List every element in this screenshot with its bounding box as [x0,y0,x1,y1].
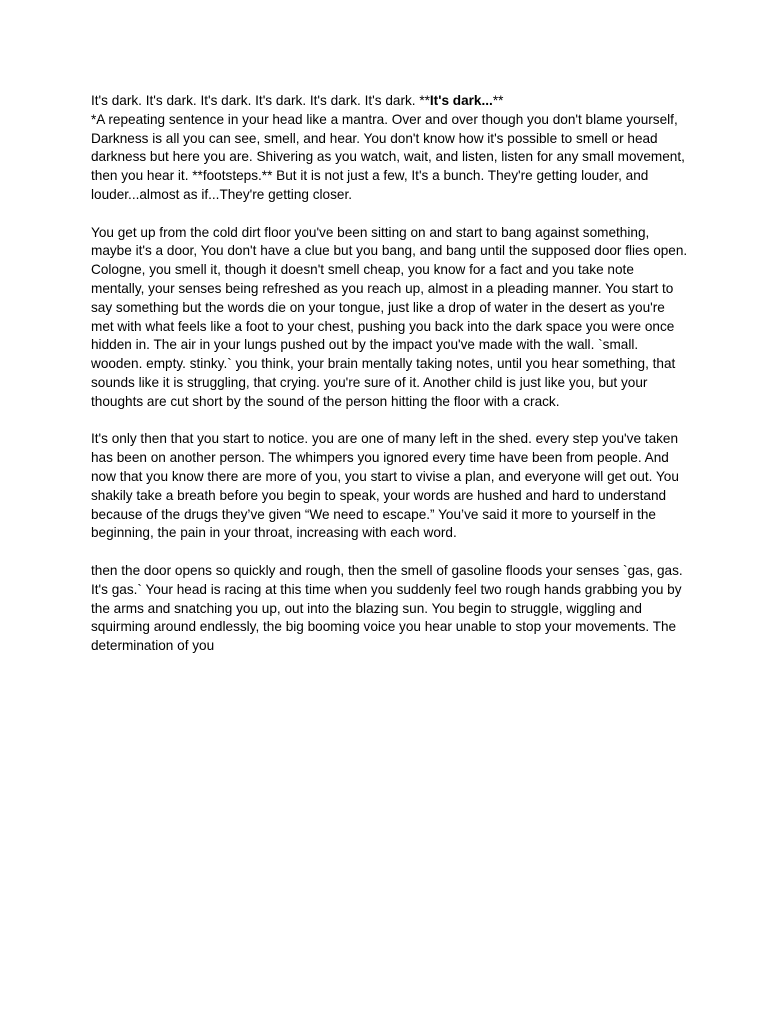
paragraph-1 [91,92,691,205]
paragraph-1-body-text: *A repeating sentence in your head like a mantra. Over and over though you don't blame yourself, Darkness is all you can see, smell, and hear. You don't know how it's possible to smell or head darkness but here you are. Shivering as you watch, wait, and listen, listen for any small movement, then you hear it. **footsteps.** But it is not just a few, It's a bunch. They're getting louder, and louder...almost as if...They're getting closer. [91,111,685,202]
opening-line-text: It's dark. It's dark. It's dark. It's dark. It's dark. It's dark. ** [91,93,430,108]
paragraph-3: It's only then that you start to notice. you are one of many left in the shed. every step you've taken has been on another person. The whimpers you ignored every time have been from people. And now that you know there are more of you, you start to vivise a plan, and everyone will get out. You shakily take a breath before you begin to speak, your words are hushed and hard to understand because of the drugs they’ve given “We need to escape.” You’ve said it more to yourself in the beginning, the pain in your throat, increasing with each word. [91,431,679,541]
paragraph-2: You get up from the cold dirt floor you've been sitting on and start to bang against something, maybe it's a door, You don't have a clue but you bang, and bang until the supposed door flies open. Cologne, you smell it, though it doesn't smell cheap, you know for a fact and you take note mentally, your senses being refreshed as you reach up, almost in a pleading manner. You start to say something but the words die on your tongue, just like a drop of water in the desert as you're met with what feels like a foot to your chest, pushing you back into the dark space you were once hidden in. The air in your lungs pushed out by the impact you've made with the wall. `small. wooden. empty. stinky.` you think, your brain mentally taking notes, until you hear something, that sounds like it is struggling, that crying. you're sure of it. Another child is just like you, but your thoughts are cut short by the sound of the person hitting the floor with a crack. [91,224,688,409]
paragraph-4: then the door opens so quickly and rough, then the smell of gasoline floods your senses `gas, gas. It's gas.` Your head is racing at this time when you suddenly feel two rough hands grabbing you by the arms and snatching you up, out into the blazing sun. You begin to struggle, wiggling and squirming around endlessly, the big booming voice you hear unable to stop your movements. The determination of you [91,562,683,654]
opening-line-bold-text: It's dark... [429,93,493,108]
opening-line-tail-text: ** [492,93,504,108]
document-body [91,92,691,656]
